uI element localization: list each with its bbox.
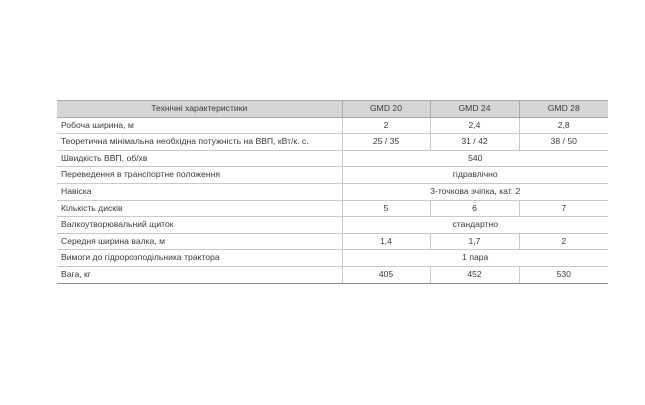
specifications-table	[57, 100, 608, 284]
header-model-gmd-24: GMD 24	[430, 101, 519, 118]
table-row	[57, 266, 608, 283]
cell-value: 31 / 42	[430, 134, 519, 151]
table-row	[57, 150, 608, 167]
row-label: Швидкість ВВП, об/хв	[57, 150, 342, 167]
header-row	[57, 101, 608, 118]
cell-value: 6	[430, 200, 519, 217]
table-row	[57, 217, 608, 234]
cell-shared-value: 540	[342, 150, 608, 167]
cell-value: 2,8	[519, 117, 608, 134]
cell-value: 5	[342, 200, 430, 217]
cell-shared-value: 3-точкова зчіпка, кат. 2	[342, 183, 608, 200]
table-body	[57, 117, 608, 283]
cell-value: 1,7	[430, 233, 519, 250]
row-label: Середня ширина валка, м	[57, 233, 342, 250]
table-row	[57, 233, 608, 250]
cell-value: 2	[519, 233, 608, 250]
row-label: Кількість дисків	[57, 200, 342, 217]
table-row	[57, 134, 608, 151]
table-row	[57, 167, 608, 184]
cell-value: 2,4	[430, 117, 519, 134]
table-row	[57, 183, 608, 200]
cell-value: 25 / 35	[342, 134, 430, 151]
row-label: Переведення в транспортне положення	[57, 167, 342, 184]
table-header	[57, 101, 608, 118]
table-row	[57, 250, 608, 267]
header-model-gmd-28: GMD 28	[519, 101, 608, 118]
cell-value: 2	[342, 117, 430, 134]
header-model-gmd-20: GMD 20	[342, 101, 430, 118]
cell-shared-value: стандартно	[342, 217, 608, 234]
table-row	[57, 200, 608, 217]
row-label: Валкоутворювальний щиток	[57, 217, 342, 234]
cell-value: 405	[342, 266, 430, 283]
cell-value: 1,4	[342, 233, 430, 250]
cell-value: 452	[430, 266, 519, 283]
row-label: Вимоги до гідророзподільника трактора	[57, 250, 342, 267]
row-label: Навіска	[57, 183, 342, 200]
row-label: Вага, кг	[57, 266, 342, 283]
cell-value: 7	[519, 200, 608, 217]
row-label: Теоретична мінімальна необхідна потужність на ВВП, кВт/к. с.	[57, 134, 342, 151]
cell-shared-value: гідравлічно	[342, 167, 608, 184]
cell-value: 530	[519, 266, 608, 283]
header-label: Технічні характеристики	[57, 101, 342, 118]
table-row	[57, 117, 608, 134]
cell-shared-value: 1 пара	[342, 250, 608, 267]
cell-value: 38 / 50	[519, 134, 608, 151]
row-label: Робоча ширина, м	[57, 117, 342, 134]
